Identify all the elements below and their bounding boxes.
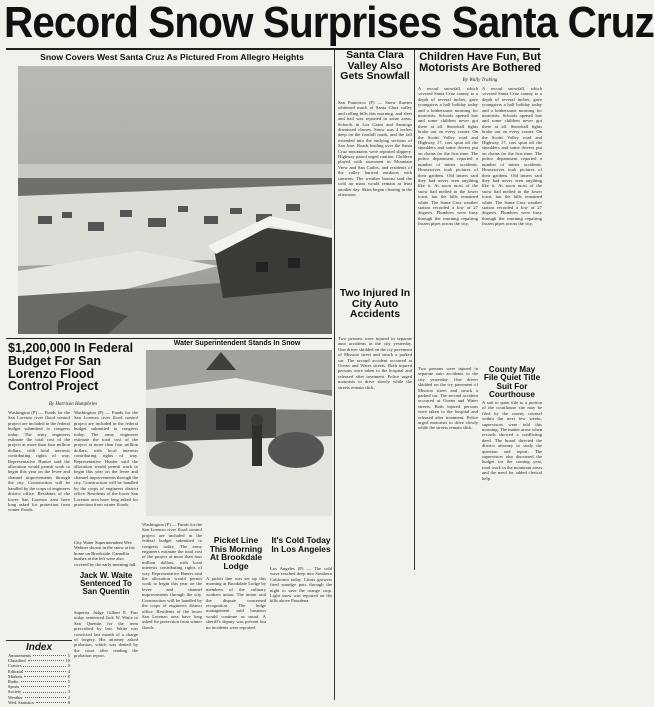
auto-accidents-headline: Two Injured In City Auto Accidents bbox=[339, 287, 411, 321]
index-page-number: 2 bbox=[67, 694, 70, 700]
children-byline: By Wally Trabing bbox=[462, 78, 498, 83]
index-label: Weather bbox=[8, 694, 23, 700]
index-label: Radio bbox=[8, 679, 19, 685]
column-divider bbox=[334, 50, 335, 700]
children-text-col1: A record snowfall, which covered Santa Cruz county to a depth of several inches, gave youngsters a half holiday today and a bothersome morning for motorists. Schools opened late and some children never got there at all. Snowball fights broke out on every corner. On the Scotts Valley road and Highway 17, cars spun off the shoulders and some drivers put on chains for the first time. The police department reported a number of minor accidents. Housewives took pictures of their gardens. Old timers said they had never seen anything like it. At noon most of the snow had melted in the lower town, but the hills remained white. The Santa Cruz weather station recorded a low of 27 degrees. Plumbers were busy through the morning repairing frozen pipes across the city. bbox=[418, 86, 478, 227]
auto-accidents-text: Two persons were injured in separate auto accidents in the city yesterday. One driver skidded on the icy pavement of Mission street and struck a parked car. The second accident occurred at Ocean and Water streets. Both injured persons were taken to the hospital and released after treatment. Police urged motorists to drive slowly while the streets remain slick. bbox=[338, 336, 412, 390]
waite-text: Superior Judge Gilbert E. Farr today sentenced Jack W. Waite to San Quentin for the term prescribed by law. Waite was convicted last month of a charge of forgery. His attorney asked probation, which was denied by the court after reading the probation report. bbox=[74, 610, 138, 659]
index-page-number: 9 bbox=[67, 663, 70, 669]
middle-photo-caption: City Water Superintendent Wes Wehner shown in the snow at his home on Brookside. Camellia bushes at the left were also covered by the early morning fall. bbox=[74, 540, 137, 567]
index-page-number: 3 bbox=[67, 689, 70, 695]
index-leader bbox=[25, 695, 66, 698]
index-leader bbox=[24, 674, 65, 677]
waite-headline: Jack W. Waite Sentenced To San Quentin bbox=[79, 571, 133, 597]
index-label: Wed. Statistics bbox=[8, 699, 34, 705]
county-file-headline: County May File Quiet Title Suit For Courthouse bbox=[483, 365, 541, 400]
first-body-column: Washington (P) — Funds for the San Lorenzo river flood control project are included in the federal budget submitted to congress today. The army engineers estimate the total cost of the project at more than four million dollars, with local interests contributing rights of way. Representative Hunter said the allocation would permit work to begin this year on the levee and channel improvements through the city. Construction will be handled by the corps of engineers district office. Residents of the lower San Lorenzo area have long asked for protection from winter floods. bbox=[142, 522, 202, 630]
index-leader bbox=[23, 689, 66, 692]
index-label: Amusements bbox=[8, 653, 31, 658]
index-label: Sports bbox=[8, 684, 20, 690]
index-leader bbox=[36, 700, 66, 703]
auto-accidents-text-col2: Two persons were injured in separate auto accidents in the city yesterday. One driver skidded on the icy pavement of Mission street and struck a parked car. The second accident occurred at Ocean and Water streets. Both injured persons were taken to the hospital and released after treatment. Police urged motorists to drive slowly while the streets remain slick. bbox=[418, 366, 478, 431]
index-leader bbox=[21, 679, 66, 682]
middle-photo-kicker: Water Superintendent Stands In Snow bbox=[173, 340, 301, 347]
masthead-headline: Record Snow Surprises Santa Cruz bbox=[4, 0, 654, 47]
la-cold-text: Los Angeles (P) — The cold wave reached deep into Southern California today. Citrus growers fired smudge pots through the night to save the orange crop. Light snow was reported on the hills above Pasadena. bbox=[270, 566, 332, 604]
index-leader bbox=[28, 658, 64, 661]
county-file-text: A suit to quiet title to a portion of the courthouse site may be filed by the county counsel within the next few weeks, supervisors were told this morning. The matter arose when records showed a conflicting deed. The board directed the district attorney to study the question and report. The supervisors also discussed the budget for the coming year, road work in the mountain areas and the need for added clerical help. bbox=[482, 400, 542, 481]
snow-landscape-photo bbox=[18, 66, 332, 334]
children-text-col2: A record snowfall, which covered Santa Cruz county to a depth of several inches, gave youngsters a half holiday today and a bothersome morning for motorists. Schools opened late and some children never got there at all. Snowball fights broke out on every corner. On the Scotts Valley road and Highway 17, cars spun off the shoulders and some drivers put on chains for the first time. The police department reported a number of minor accidents. Housewives took pictures of their gardens. Old timers said they had never seen anything like it. At noon most of the snow had melted in the lower town, but the hills remained white. The Santa Cruz weather station recorded a low of 27 degrees. Plumbers were busy through the morning repairing frozen pipes across the city. bbox=[482, 86, 542, 227]
index-leader bbox=[25, 669, 65, 672]
index-page-number: 5 bbox=[67, 679, 70, 685]
santa-clara-text: San Francisco (P) — Snow flurries whitened much of Santa Clara valley and rolling hills this morning, and sleet and hail was reported in some areas. Schools in Los Gatos and Saratoga dismissed classes. Snow was 4 inches deep on the foothill roads, and the fall extended into the outlying sections of San Jose. Roads leading over the Santa Cruz mountains were reported slippery. Highway patrol urged caution. Children played with snowmen in Mountain View and San Carlos, and residents of the valley hurried outdoors with cameras. The weather bureau said the cold air mass would remain at least another day. Skies began clearing in the afternoon. bbox=[338, 100, 412, 197]
index-label: Society bbox=[8, 689, 22, 695]
water-superintendent-photo bbox=[146, 350, 332, 516]
index-row bbox=[6, 700, 72, 705]
picket-headline: Picket Line This Morning At Brookdale Lodge bbox=[209, 535, 263, 571]
index-page-number: 10 bbox=[65, 658, 70, 664]
index-leader bbox=[23, 663, 65, 666]
federal-budget-text-col1: Washington (P) — Funds for the San Lorenzo river flood control project are included in the federal budget submitted to congress today. The army engineers estimate the total cost of the project at more than four million dollars, with local interests contributing rights of way. Representative Hunter said the allocation would permit work to begin this year on the levee and channel improvements through the city. Construction will be handled by the corps of engineers district office. Residents of the lower San Lorenzo area have long asked for protection from winter floods. bbox=[8, 410, 70, 513]
index-box bbox=[6, 640, 72, 703]
index-label: Comics bbox=[8, 663, 22, 669]
section-rule bbox=[6, 338, 332, 339]
index-page-number: 8 bbox=[67, 673, 70, 679]
index-page-number: 7 bbox=[67, 684, 70, 690]
children-headline: Children Have Fun, But Motorists Are Bothered bbox=[419, 51, 541, 75]
index-title: Index bbox=[25, 642, 53, 653]
federal-budget-byline: By Harrison Humphries bbox=[48, 402, 98, 407]
top-photo-kicker: Snow Covers West Santa Cruz As Pictured From Allegro Heights bbox=[40, 52, 304, 62]
index-page-number: 4 bbox=[67, 668, 70, 674]
index-list bbox=[6, 653, 72, 705]
santa-clara-headline: Santa Clara Valley Also Gets Snowfall bbox=[340, 49, 410, 83]
federal-budget-text-col2: Washington (P) — Funds for the San Lorenzo river flood control project are included in the federal budget submitted to congress today. The army engineers estimate the total cost of the project at more than four million dollars, with local interests contributing rights of way. Representative Hunter said the allocation would permit work to begin this year on the levee and channel improvements through the city. Construction will be handled by the corps of engineers district office. Residents of the lower San Lorenzo area have long asked for protection from winter floods. bbox=[74, 410, 138, 507]
index-label: Editorial bbox=[8, 668, 24, 674]
column-divider bbox=[414, 50, 415, 570]
federal-budget-headline: $1,200,000 In Federal Budget For San Lorenzo Flood Control Project bbox=[8, 341, 134, 394]
index-leader bbox=[21, 684, 66, 687]
index-page-number: 8 bbox=[67, 699, 70, 705]
index-label: Markets bbox=[8, 673, 23, 679]
index-label: Classified bbox=[8, 658, 26, 664]
picket-text: A picket line was set up this morning at Brookdale Lodge by members of the culinary workers union. The union said the dispute concerned recognition. The lodge management said business would continue as usual. A sheriff's deputy was present but no incidents were reported. bbox=[206, 576, 266, 630]
index-page-number: 5 bbox=[67, 653, 70, 658]
index-leader bbox=[33, 653, 66, 656]
la-cold-headline: It's Cold Today In Los Angeles bbox=[271, 535, 331, 554]
headline-rule bbox=[6, 48, 540, 50]
